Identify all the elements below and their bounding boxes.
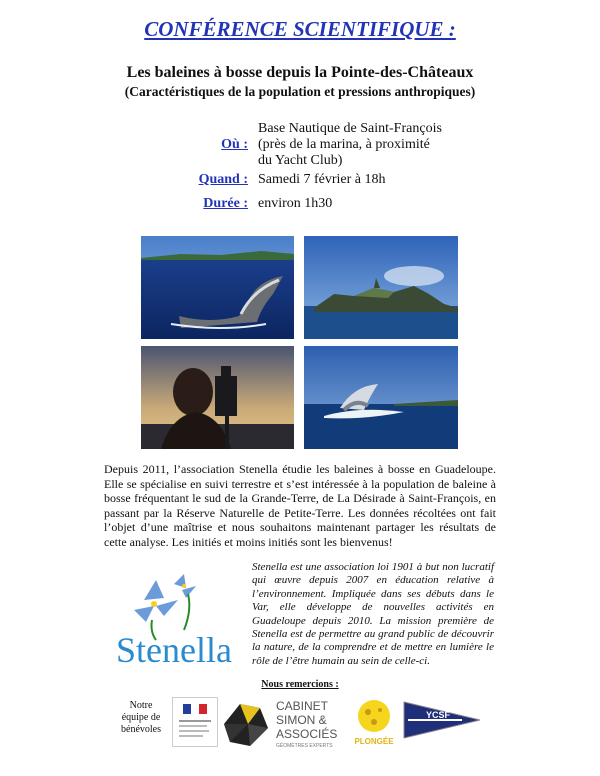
whale-breach-photo (304, 346, 458, 449)
where-value (258, 121, 442, 169)
volunteers-line: Notre (129, 700, 153, 711)
where-label: Où : (221, 137, 248, 152)
where-line: du Yacht Club) (258, 153, 343, 168)
ycsf-logo (402, 700, 482, 740)
when-label: Quand : (198, 172, 248, 187)
conference-subtitle: Les baleines à bosse depuis la Pointe-des-Châteaux (126, 64, 474, 81)
cabinet-line: CABINET (276, 699, 329, 713)
volunteers-label (116, 700, 166, 736)
volunteers-line: équipe de (121, 712, 161, 723)
prefecture-logo (172, 697, 218, 747)
when-value: Samedi 7 février à 18h (258, 172, 386, 187)
description-paragraph: Depuis 2011, l’association Stenella étudie les baleines à bosse en Guadeloupe. Elle se spécialise en suivi terrestre et s’est intéressée à la population de baleine à bosse fréquentant le sud de la Grande-Terre, de La Désirade à Saint-François, en passant par la Réserve Naturelle de Petite-Terre. Les données récoltées ont fait l’objet d’une maîtrise et nous souhaitons maintenant partager les résultats de cette analyse. Les initiés et moins initiés sont les bienvenus! (104, 462, 496, 549)
cabinet-line: SIMON & (276, 713, 327, 727)
coast-photo (304, 236, 458, 339)
page-title (0, 17, 600, 42)
researcher-photo (141, 346, 294, 449)
plongee-logo (352, 694, 396, 748)
where-line: Base Nautique de Saint-François (258, 121, 442, 136)
where-line: (près de la marina, à proximité (258, 137, 430, 152)
ycsf-text: YCSF (426, 710, 451, 720)
whale-tail-photo (141, 236, 294, 339)
volunteers-line: bénévoles (121, 724, 161, 735)
cabinet-sub: GÉOMÈTRES EXPERTS (276, 743, 333, 749)
conference-subtitle-detail: (Caractéristiques de la population et pressions anthropiques) (124, 84, 476, 99)
duration-value: environ 1h30 (258, 196, 333, 211)
duration-label: Durée : (203, 196, 248, 211)
thanks-label: Nous remercions : (261, 679, 339, 690)
stenella-logo (104, 570, 244, 670)
cabinet-simon-logo (220, 694, 350, 754)
plongee-text: PLONGÉE (354, 737, 394, 746)
association-about: Stenella est une association loi 1901 à but non lucratif qui œuvre depuis 2007 en éducation relative à l’environnement. Impliquée dans ses débuts dans le Var, elle développe de nouvelles activités en Guadeloupe depuis 2010. La mission première de Stenella est de permettre au grand public de découvrir la nature, de la comprendre et de mettre en lumière le rôle de l’être humain au sein de celle-ci. (252, 561, 494, 667)
stenella-logo-text: Stenella (116, 630, 232, 670)
cabinet-line: ASSOCIÉS (276, 727, 338, 741)
page-title-text: CONFÉRENCE SCIENTIFIQUE : (144, 17, 456, 41)
